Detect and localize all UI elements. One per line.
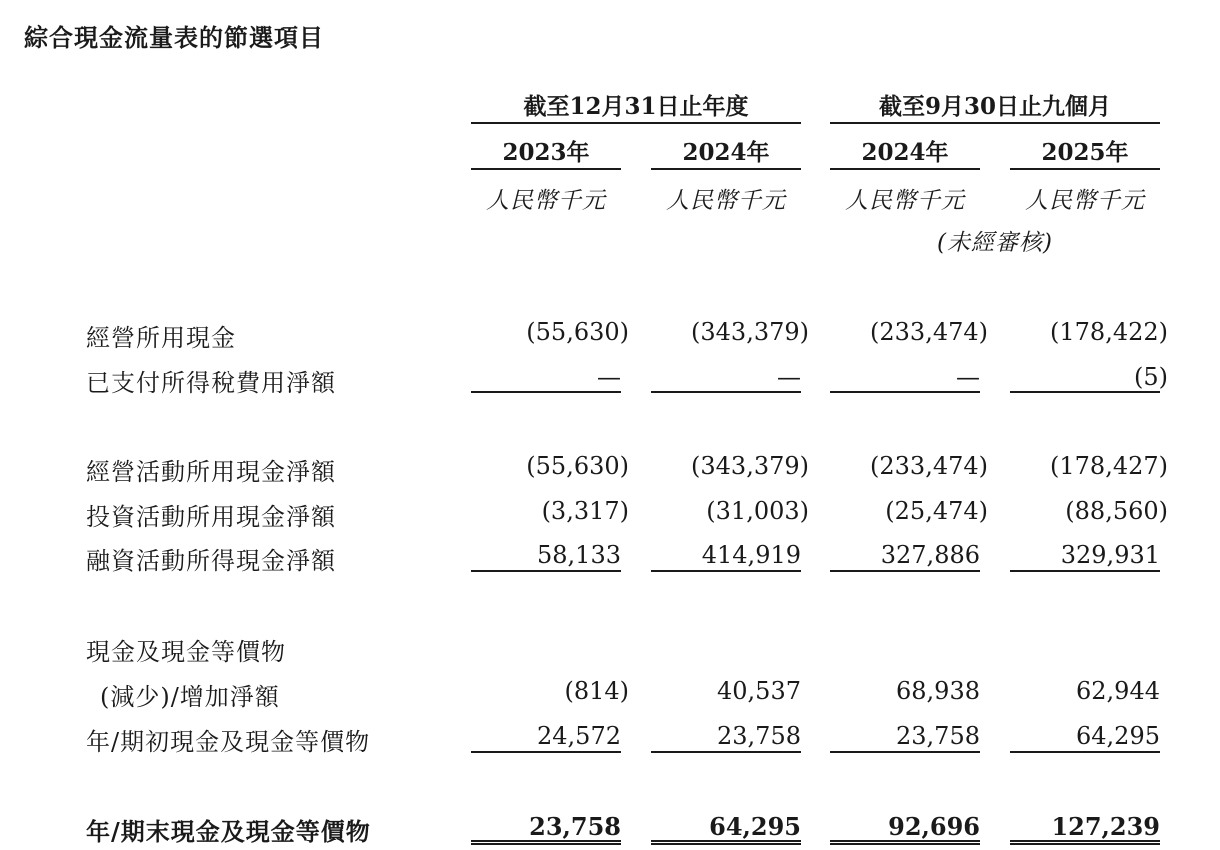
table-cell: (343,379) xyxy=(691,452,809,480)
table-cell: (3,317) xyxy=(541,497,629,525)
row-label-cash-equivalents: 現金及現金等價物 xyxy=(86,638,286,666)
subtotal-rule xyxy=(651,391,801,393)
table-cell: 24,572 xyxy=(537,722,621,750)
subtotal-rule xyxy=(651,570,801,572)
subtotal-rule xyxy=(1010,570,1160,572)
table-cell: 23,758 xyxy=(896,722,980,750)
table-cell: 327,886 xyxy=(880,541,980,569)
table-cell: (55,630) xyxy=(526,318,629,346)
year-header-2023: 2023年 xyxy=(471,138,621,170)
table-cell: (233,474) xyxy=(870,452,988,480)
table-cell: 414,919 xyxy=(701,541,801,569)
subtotal-rule xyxy=(830,570,980,572)
table-cell: 40,537 xyxy=(717,677,801,705)
total-double-rule xyxy=(1010,840,1160,845)
subtotal-rule xyxy=(1010,391,1160,393)
row-label-net-cash-investing: 投資活動所用現金淨額 xyxy=(86,503,336,531)
year-header-2024-full: 2024年 xyxy=(651,138,801,170)
table-cell: — xyxy=(777,363,801,391)
subtotal-rule xyxy=(471,751,621,753)
year-header-2025: 2025年 xyxy=(1010,138,1160,170)
table-cell: — xyxy=(597,363,621,391)
unit-label: 人民幣千元 xyxy=(486,188,606,214)
subtotal-rule xyxy=(830,391,980,393)
table-cell: 92,696 xyxy=(888,812,980,841)
unit-label: 人民幣千元 xyxy=(666,188,786,214)
unit-label: 人民幣千元 xyxy=(845,188,965,214)
table-cell: (178,422) xyxy=(1050,318,1168,346)
subtotal-rule xyxy=(651,751,801,753)
table-cell: (233,474) xyxy=(870,318,988,346)
subtotal-rule xyxy=(1010,751,1160,753)
table-cell: (178,427) xyxy=(1050,452,1168,480)
unaudited-note: (未經審核) xyxy=(937,230,1053,256)
row-label-net-cash-operating: 經營活動所用現金淨額 xyxy=(86,458,336,486)
row-label-cash-used-operations: 經營所用現金 xyxy=(86,324,236,352)
table-cell: 62,944 xyxy=(1076,677,1160,705)
table-cell: 64,295 xyxy=(1076,722,1160,750)
subtotal-rule xyxy=(471,391,621,393)
total-double-rule xyxy=(830,840,980,845)
table-cell: 23,758 xyxy=(717,722,801,750)
unit-label: 人民幣千元 xyxy=(1025,188,1145,214)
table-cell: 68,938 xyxy=(896,677,980,705)
table-cell: (5) xyxy=(1134,363,1168,391)
subtotal-rule xyxy=(830,751,980,753)
table-cell: (25,474) xyxy=(885,497,988,525)
table-cell: 329,931 xyxy=(1060,541,1160,569)
table-cell: 64,295 xyxy=(709,812,801,841)
row-label-income-tax-paid: 已支付所得稅費用淨額 xyxy=(86,369,336,397)
period-header-full-year: 截至12月31日止年度 xyxy=(471,92,801,124)
subtotal-rule xyxy=(471,570,621,572)
total-double-rule xyxy=(471,840,621,845)
row-label-net-change: (減少)/增加淨額 xyxy=(100,683,280,711)
table-cell: (343,379) xyxy=(691,318,809,346)
table-cell: — xyxy=(956,363,980,391)
period-header-nine-months: 截至9月30日止九個月 xyxy=(830,92,1160,124)
page-title: 綜合現金流量表的節選項目 xyxy=(24,23,324,52)
table-cell: 127,239 xyxy=(1051,812,1160,841)
table-cell: (55,630) xyxy=(526,452,629,480)
row-label-opening-cash: 年/期初現金及現金等價物 xyxy=(86,728,371,756)
total-double-rule xyxy=(651,840,801,845)
table-cell: (88,560) xyxy=(1065,497,1168,525)
table-cell: 23,758 xyxy=(529,812,621,841)
row-label-closing-cash: 年/期末現金及現金等價物 xyxy=(86,817,371,846)
table-cell: 58,133 xyxy=(537,541,621,569)
table-cell: (814) xyxy=(564,677,629,705)
row-label-net-cash-financing: 融資活動所得現金淨額 xyxy=(86,547,336,575)
year-header-2024-nine: 2024年 xyxy=(830,138,980,170)
table-cell: (31,003) xyxy=(706,497,809,525)
